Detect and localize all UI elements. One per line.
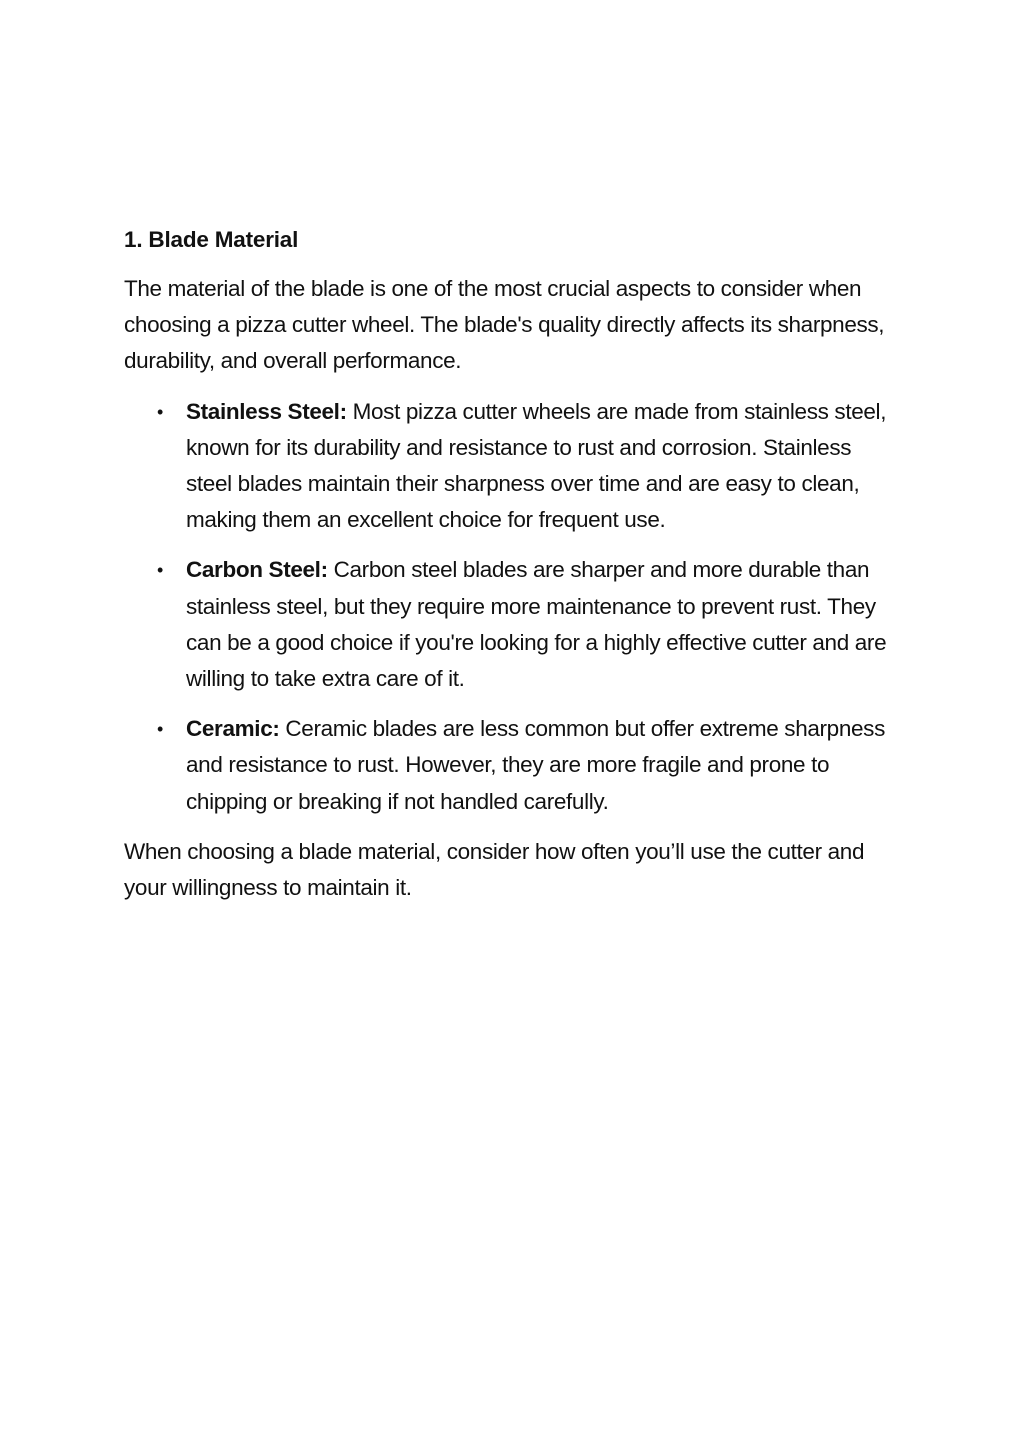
bullet-icon: •	[157, 560, 163, 581]
closing-paragraph: When choosing a blade material, consider how often you’ll use the cutter and your willingness to maintain it.	[124, 838, 865, 901]
item-text: Ceramic blades are less common but offer extreme sharpness and resistance to rust. However, they are more fragile and prone to chipping or breaking if not handled carefully.	[186, 716, 885, 814]
intro-paragraph: The material of the blade is one of the most crucial aspects to consider when choosing a pizza cutter wheel. The blade's quality directly affects its sharpness, durability, and overall performance.	[124, 276, 885, 374]
section-heading: 1. Blade Material	[124, 227, 299, 252]
item-text: Most pizza cutter wheels are made from stainless steel, known for its durability and resistance to rust and corrosion. Stainless steel blades maintain their sharpness over time and are easy to clean, making them an excellent choice for frequent use.	[186, 398, 887, 533]
list-item	[124, 394, 894, 539]
bullet-icon: •	[157, 719, 163, 740]
blade-material-list	[124, 394, 894, 820]
item-term: Ceramic:	[186, 716, 286, 742]
document-page	[124, 222, 894, 920]
item-term: Stainless Steel:	[186, 398, 353, 424]
item-text: Carbon steel blades are sharper and more durable than stainless steel, but they require more maintenance to prevent rust. They can be a good choice if you're looking for a highly effective cutter and are willing to take extra care of it.	[186, 557, 887, 692]
list-item	[124, 711, 894, 820]
item-term: Carbon Steel:	[186, 557, 334, 583]
bullet-icon: •	[157, 401, 163, 422]
list-item	[124, 552, 894, 697]
